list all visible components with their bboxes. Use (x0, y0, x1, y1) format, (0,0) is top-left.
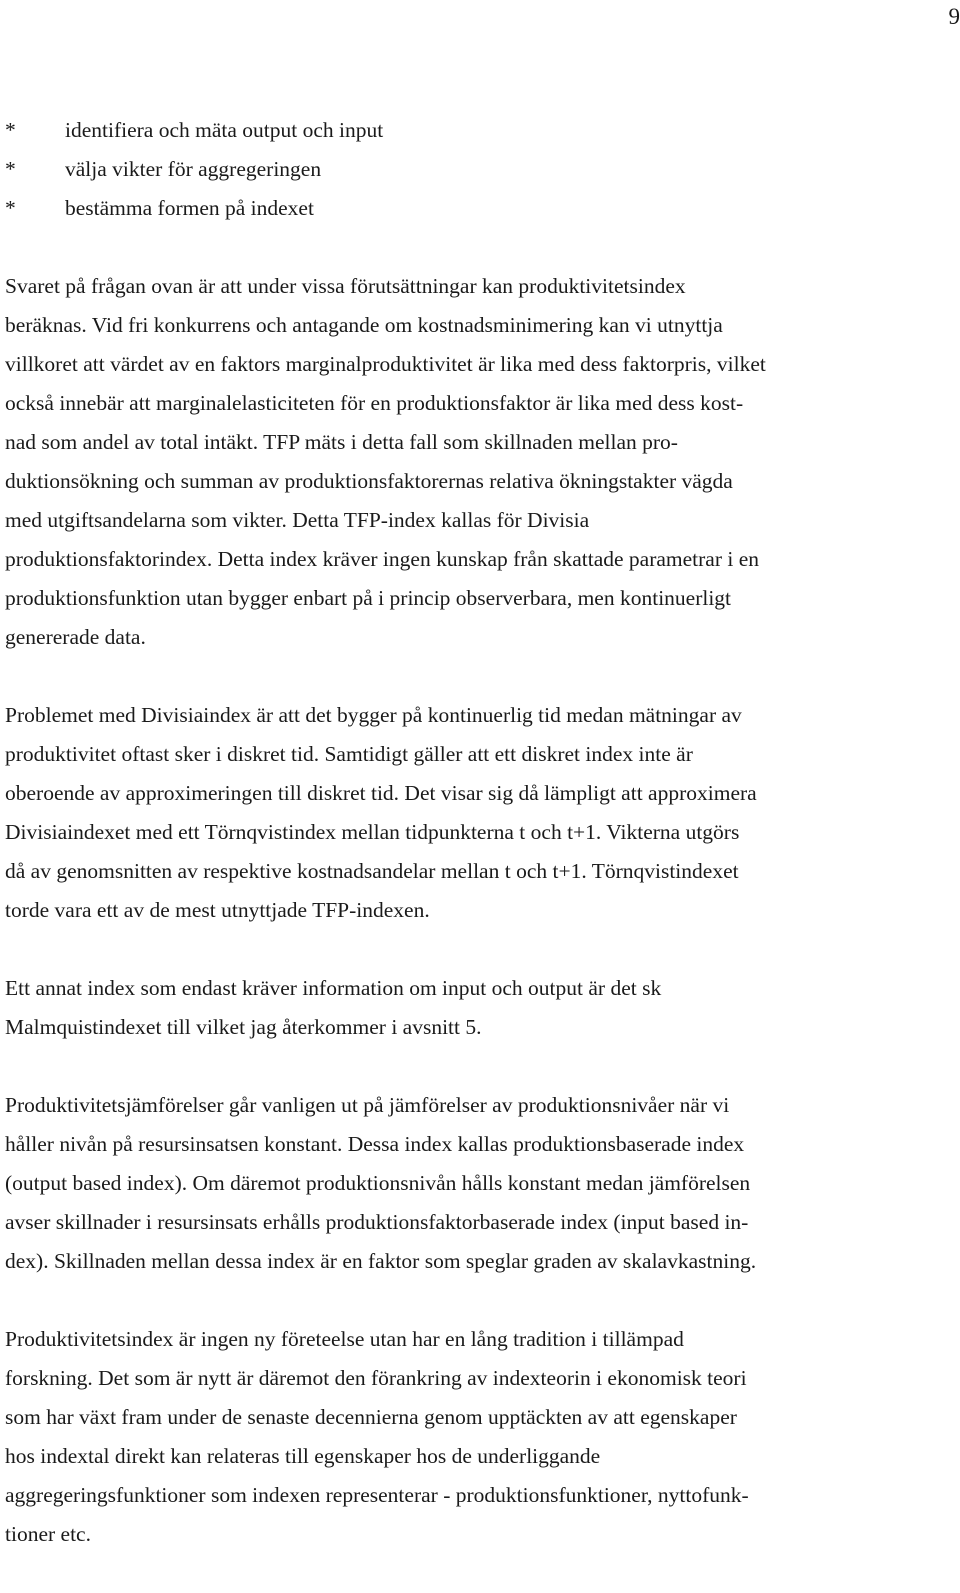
text-line: håller nivån på resursinsatsen konstant. Dessa index kallas produktionsbaserade index (5, 1125, 925, 1164)
text-line: Produktivitetsjämförelser går vanligen ut på jämförelser av produktionsnivåer när vi (5, 1086, 925, 1125)
bullet-text: bestämma formen på indexet (65, 189, 314, 228)
text-line: Divisiaindexet med ett Törnqvistindex mellan tidpunkterna t och t+1. Vikterna utgörs (5, 813, 925, 852)
text-line: Produktivitetsindex är ingen ny företeelse utan har en lång tradition i tillämpad (5, 1320, 925, 1359)
text-line: med utgiftsandelarna som vikter. Detta TFP-index kallas för Divisia (5, 501, 925, 540)
bullet-marker: * (5, 150, 65, 189)
text-line: villkoret att värdet av en faktors marginalproduktivitet är lika med dess faktorpris, vilket (5, 345, 925, 384)
text-line: oberoende av approximeringen till diskret tid. Det visar sig då lämpligt att approximera (5, 774, 925, 813)
text-line: dex). Skillnaden mellan dessa index är en faktor som speglar graden av skalavkastning. (5, 1242, 925, 1281)
text-line: aggregeringsfunktioner som indexen representerar - produktionsfunktioner, nyttofunk- (5, 1476, 925, 1515)
bullet-marker: * (5, 189, 65, 228)
list-item (5, 189, 925, 228)
text-line: Problemet med Divisiaindex är att det bygger på kontinuerlig tid medan mätningar av (5, 696, 925, 735)
text-line: också innebär att marginalelasticiteten för en produktionsfaktor är lika med dess kost- (5, 384, 925, 423)
text-line: (output based index). Om däremot produktionsnivån hålls konstant medan jämförelsen (5, 1164, 925, 1203)
paragraph-tornqvist (5, 696, 925, 930)
text-line: då av genomsnitten av respektive kostnadsandelar mellan t och t+1. Törnqvistindexet (5, 852, 925, 891)
text-line: Ett annat index som endast kräver information om input och output är det sk (5, 969, 925, 1008)
text-line: nad som andel av total intäkt. TFP mäts i detta fall som skillnaden mellan pro- (5, 423, 925, 462)
text-line: som har växt fram under de senaste decennierna genom upptäckten av att egenskaper (5, 1398, 925, 1437)
document-body (5, 111, 925, 1593)
bullet-list (5, 111, 925, 228)
text-line: produktionsfaktorindex. Detta index kräver ingen kunskap från skattade parametrar i en (5, 540, 925, 579)
paragraph-tradition (5, 1320, 925, 1554)
bullet-text: välja vikter för aggregeringen (65, 150, 321, 189)
paragraph-malmquist (5, 969, 925, 1047)
paragraph-comparisons (5, 1086, 925, 1281)
text-line: Svaret på frågan ovan är att under vissa förutsättningar kan produktivitetsindex (5, 267, 925, 306)
text-line: produktionsfunktion utan bygger enbart på i princip observerbara, men kontinuerligt (5, 579, 925, 618)
bullet-text: identifiera och mäta output och input (65, 111, 383, 150)
bullet-marker: * (5, 111, 65, 150)
list-item (5, 111, 925, 150)
text-line: hos indextal direkt kan relateras till egenskaper hos de underliggande (5, 1437, 925, 1476)
text-line: duktionsökning och summan av produktionsfaktorernas relativa ökningstakter vägda (5, 462, 925, 501)
text-line: genererade data. (5, 618, 925, 657)
text-line: torde vara ett av de mest utnyttjade TFP-indexen. (5, 891, 925, 930)
page-number: 9 (949, 2, 960, 32)
text-line: Malmquistindexet till vilket jag återkommer i avsnitt 5. (5, 1008, 925, 1047)
text-line: beräknas. Vid fri konkurrens och antagande om kostnadsminimering kan vi utnyttja (5, 306, 925, 345)
paragraph-divisia (5, 267, 925, 657)
text-line: forskning. Det som är nytt är däremot den förankring av indexteorin i ekonomisk teori (5, 1359, 925, 1398)
text-line: avser skillnader i resursinsats erhålls produktionsfaktorbaserade index (input based in- (5, 1203, 925, 1242)
list-item (5, 150, 925, 189)
text-line: produktivitet oftast sker i diskret tid. Samtidigt gäller att ett diskret index inte är (5, 735, 925, 774)
text-line: tioner etc. (5, 1515, 925, 1554)
